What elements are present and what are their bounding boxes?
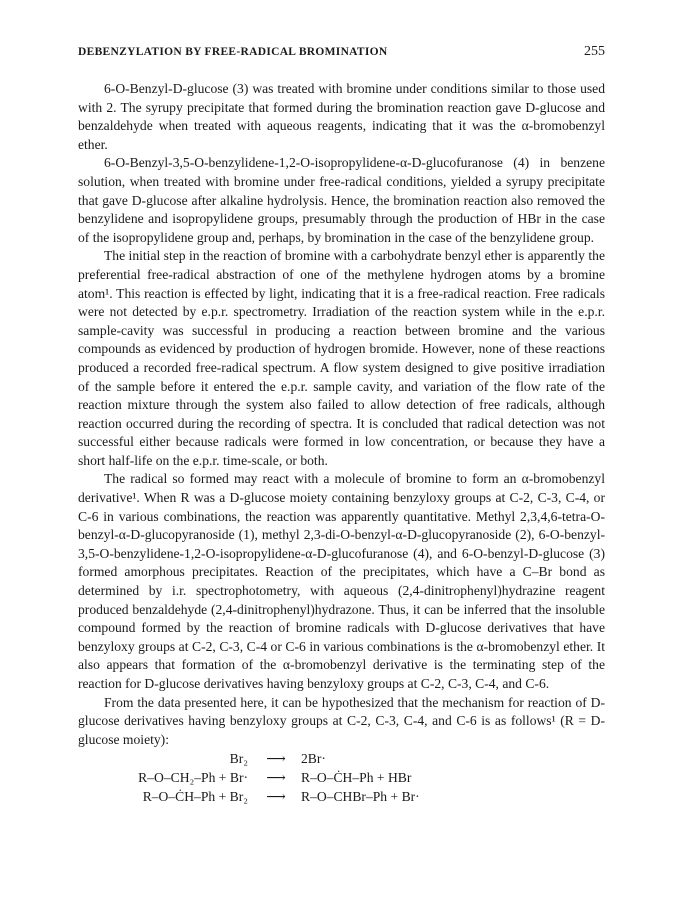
equation-right: 2Br· xyxy=(301,751,326,767)
equation-left: R–O–CH₂–Ph + Br· xyxy=(138,770,248,786)
page-header xyxy=(78,46,605,64)
paragraph: The initial step in the reaction of bromine with a carbohydrate benzyl ether is apparently the preferential free-radical abstraction of one of the methylene hydrogen atoms by a bromine atom¹. This reaction is effected by light, indicating that it is a free-radical reaction. Free radicals were not detected by e.p.r. spectrometry. Irradiation of the reaction system while in the e.p.r. sample-cavity was successful in producing a reaction between bromine and the various compounds as evidenced by production of hydrogen bromide. However, none of these reactions produced a recorded free-radical spectrum. A flow system designed to give positive irradiation of the sample before it entered the e.p.r. sample cavity, and variation of the flow rate of the reaction mixture through the system also failed to allow detection of free radicals, although reaction occurred during the recording of spectra. It is concluded that radical detection was not successful either because radicals were formed in low concentration, or because they have a short half-life on the e.p.r. time-scale, or both. xyxy=(78,248,605,468)
equation-left: R–O–ĊH–Ph + Br₂ xyxy=(142,789,248,805)
equation-left: Br₂ xyxy=(229,751,248,767)
page-number: 255 xyxy=(584,44,605,59)
paragraph: The radical so formed may react with a molecule of bromine to form an α-bromobenzyl derivative¹. When R was a D-glucose moiety containing benzyloxy groups at C-2, C-3, C-4, or C-6 in various combinations, the reaction was apparently quantitative. Methyl 2,3,4,6-tetra-O-benzyl-α-D-glucopyranoside (1), methyl 2,3-di-O-benzyl-α-D-glucopyranoside (2), 6-O-benzyl-3,5-O-benzylidene-1,2-O-isopropylidene-α-D-glucofuranose (4), and 6-O-benzyl-D-glucose (3) formed amorphous precipitates. Reaction of the precipitates, which have a C–Br bond as determined by i.r. spectrophotometry, with aqueous (2,4-dinitrophenyl)hydrazine reagent produced benzaldehyde (2,4-dinitrophenyl)hydrazone. Thus, it can be inferred that the insoluble compound formed by the reaction of bromine radicals with D-glucose derivatives that have benzyloxy groups at C-2, C-3, C-4 or C-6 in various combinations is the α-bromobenzyl ether. It also appears that formation of the α-bromobenzyl derivative is the terminating step of the reaction for D-glucose derivatives having benzyloxy groups at C-2, C-3, C-4, and C-6. xyxy=(78,471,605,691)
reaction-scheme xyxy=(78,749,605,809)
running-title: DEBENZYLATION BY FREE-RADICAL BROMINATION xyxy=(78,46,388,58)
paragraph: 6-O-Benzyl-D-glucose (3) was treated with bromine under conditions similar to those used with 2. The syrupy precipitate that formed during the bromination reaction gave D-glucose and benzaldehyde when treated with aqueous reagents, indicating that it was the α-bromobenzyl ether. xyxy=(78,81,605,152)
reaction-arrow: ⟶ xyxy=(266,751,286,767)
reaction-arrow: ⟶ xyxy=(266,789,286,805)
equation-right: R–O–CHBr–Ph + Br· xyxy=(301,789,420,805)
reaction-arrow: ⟶ xyxy=(266,770,286,786)
equation-right: R–O–ĊH–Ph + HBr xyxy=(301,770,412,786)
paragraph: 6-O-Benzyl-3,5-O-benzylidene-1,2-O-isopropylidene-α-D-glucofuranose (4) in benzene solution, when treated with bromine under free-radical conditions, yielded a syrupy precipitate that gave D-glucose after alkaline hydrolysis. Hence, the bromination reaction also removed the benzylidene and isopropylidene groups, presumably through the production of HBr in the case of the isopropylidene group and, perhaps, by bromination in the case of the benzylidene group. xyxy=(78,155,605,245)
article-body xyxy=(78,80,605,809)
paragraph: From the data presented here, it can be hypothesized that the mechanism for reaction of D-glucose derivatives having benzyloxy groups at C-2, C-3, C-4, and C-6 is as follows¹ (R = D-glucose moiety): xyxy=(78,694,605,747)
